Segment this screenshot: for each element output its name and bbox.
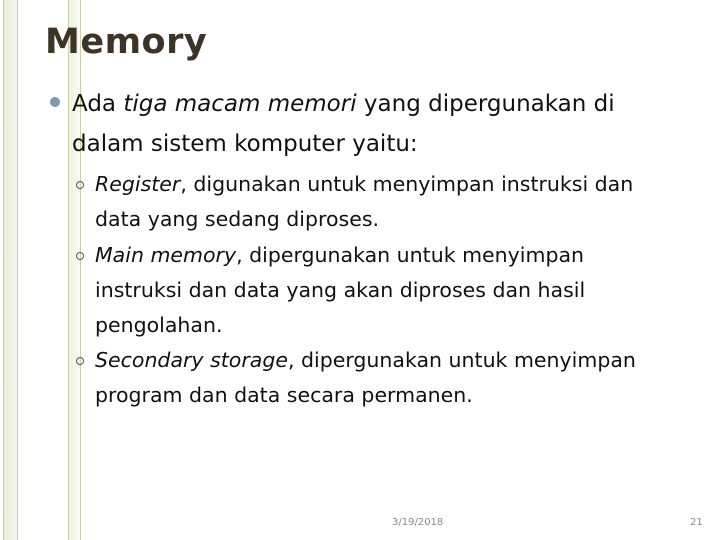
footer-date: 3/19/2018	[392, 517, 444, 528]
main-bullet-line-2: dalam sistem komputer yaitu:	[72, 131, 418, 157]
slide-title: Memory	[45, 22, 208, 62]
main-bullet-line-1: Ada tiga macam memori yang dipergunakan di	[72, 91, 615, 117]
ring-bullet-icon	[76, 357, 84, 365]
rail-line	[3, 0, 4, 540]
sub-bullet-register: Register, digunakan untuk menyimpan instruksi dan data yang sedang diproses.	[76, 167, 715, 237]
rail-line	[68, 0, 69, 540]
rail-line	[17, 0, 18, 540]
main-bullet	[50, 84, 702, 164]
ring-bullet-icon	[76, 181, 84, 189]
left-decor-rail-outer	[3, 0, 17, 540]
page-number: 21	[690, 517, 703, 528]
sub-bullet-main-memory: Main memory, dipergunakan untuk menyimpan instruksi dan data yang akan diproses dan hasil pengolahan.	[76, 238, 715, 343]
bullet-dot-icon	[50, 97, 60, 107]
ring-bullet-icon	[76, 252, 84, 260]
sub-bullet-secondary-storage: Secondary storage, dipergunakan untuk menyimpan program dan data secara permanen.	[76, 343, 715, 413]
